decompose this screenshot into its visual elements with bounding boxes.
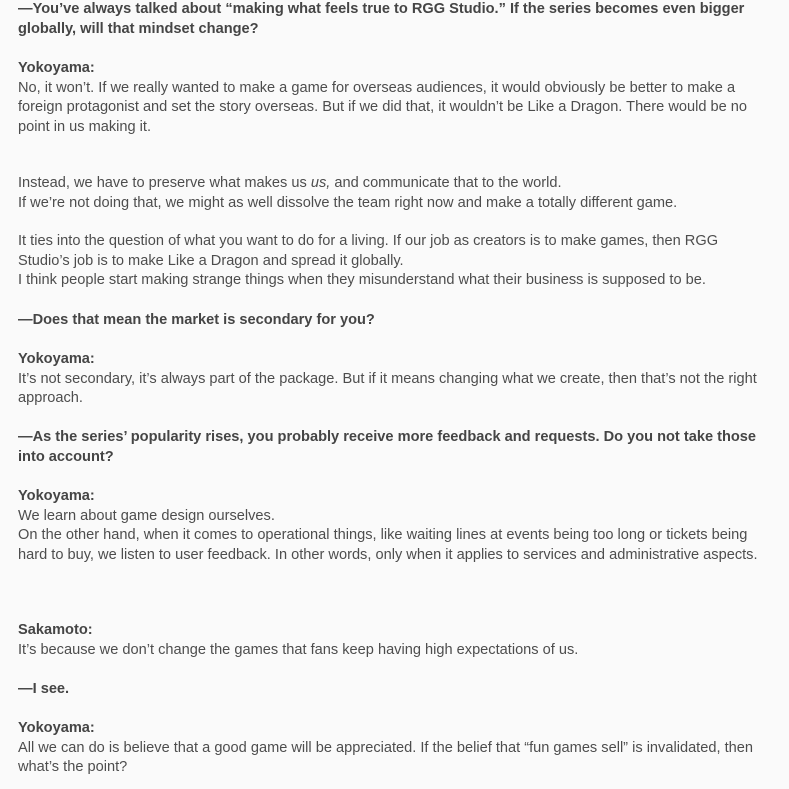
answer-block-5 xyxy=(18,719,768,778)
speaker-label-yokoyama: Yokoyama: xyxy=(18,351,95,367)
speaker-label-sakamoto: Sakamoto: xyxy=(18,622,93,638)
emphasis-text: us, xyxy=(310,175,331,191)
paragraph-block-3 xyxy=(18,232,768,291)
answer-block-4 xyxy=(18,621,768,660)
answer-paragraph: On the other hand, when it comes to operational things, like waiting lines at events being too long or tickets being hard to buy, we listen to user feedback. In other words, only when it applies to services and administrative aspects. xyxy=(18,527,758,563)
answer-paragraph: All we can do is believe that a good game will be appreciated. If the belief that “fun games sell” is invalidated, then what’s the point? xyxy=(18,739,753,775)
paragraph-line xyxy=(18,174,768,194)
paragraph-line: It ties into the question of what you want to do for a living. If our job as creators is to make games, then RGG Studio’s job is to make Like a Dragon and spread it globally. xyxy=(18,233,719,269)
answer-block-2 xyxy=(18,350,768,409)
answer-paragraph: No, it won’t. If we really wanted to make a game for overseas audiences, it would obviously be better to make a foreign protagonist and set the story overseas. But if we did that, it wouldn’t be Like a Dragon. There would be no point in us making it. xyxy=(18,79,748,135)
question-heading-2: —Does that mean the market is secondary for you? xyxy=(18,312,375,328)
speaker-label-yokoyama: Yokoyama: xyxy=(18,60,95,76)
answer-paragraph: It’s not secondary, it’s always part of the package. But if it means changing what we create, then that’s not the right approach. xyxy=(18,370,757,406)
paragraph-line: I think people start making strange things when they misunderstand what their business is supposed to be. xyxy=(18,272,706,288)
question-heading-4: —I see. xyxy=(18,681,70,697)
paragraph-block-2 xyxy=(18,174,768,213)
answer-block-3 xyxy=(18,487,768,565)
question-heading-1: —You’ve always talked about “making what feels true to RGG Studio.” If the series becomes even bigger globally, will that mindset change? xyxy=(18,1,745,37)
answer-block-1 xyxy=(18,59,768,137)
paragraph-text: Instead, we have to preserve what makes us xyxy=(18,175,311,191)
answer-paragraph: We learn about game design ourselves. xyxy=(18,507,275,524)
speaker-label-yokoyama: Yokoyama: xyxy=(18,488,95,504)
question-heading-3: —As the series’ popularity rises, you probably receive more feedback and requests. Do you not take those into account? xyxy=(18,429,757,465)
paragraph-text: and communicate that to the world. xyxy=(330,175,562,191)
answer-paragraph: It’s because we don’t change the games that fans keep having high expectations of us. xyxy=(18,641,579,658)
speaker-label-yokoyama: Yokoyama: xyxy=(18,720,95,736)
paragraph-line: If we’re not doing that, we might as well dissolve the team right now and make a totally different game. xyxy=(18,194,678,211)
